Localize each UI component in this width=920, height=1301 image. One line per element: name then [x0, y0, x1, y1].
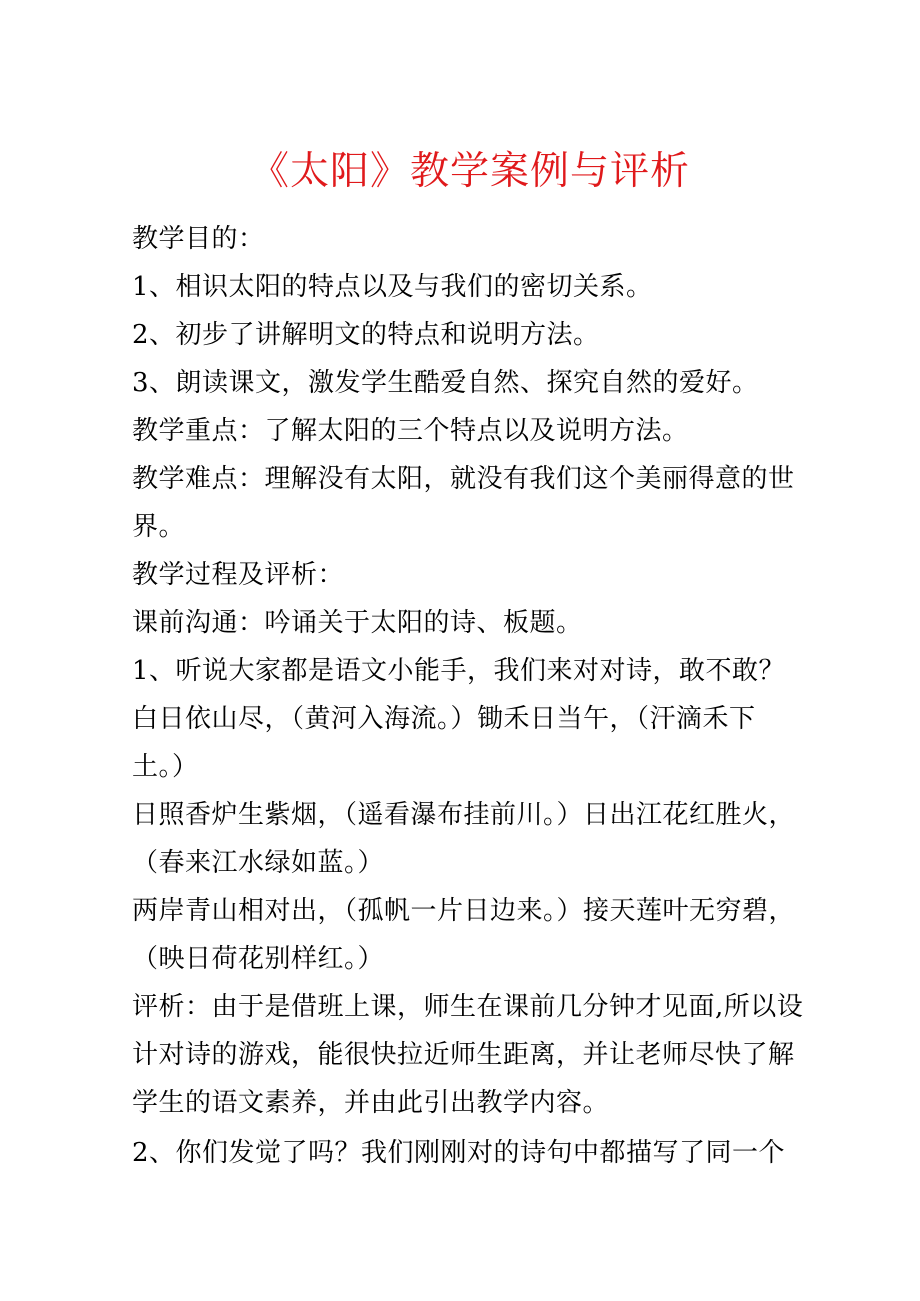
paragraph-line: 学生的语文素养，并由此引出教学内容。	[132, 1088, 610, 1118]
document-body	[132, 215, 812, 1177]
paragraph-line: 界。	[132, 512, 186, 542]
paragraph-line: 土。）	[132, 752, 199, 782]
paragraph-line: 教学过程及评析：	[132, 560, 345, 590]
paragraph-line: （春来江水绿如蓝。）	[132, 848, 385, 878]
paragraph-line: 两岸青山相对出，（孤帆一片日边来。）接天莲叶无穷碧，	[132, 896, 796, 926]
paragraph-line: 日照香炉生紫烟，（遥看瀑布挂前川。）日出江花红胜火，	[132, 800, 796, 830]
paragraph-line: 评析：由于是借班上课，师生在课前几分钟才见面,所以设	[132, 992, 804, 1022]
paragraph-line: 教学重点：了解太阳的三个特点以及说明方法。	[132, 416, 689, 446]
paragraph-line: 计对诗的游戏，能很快拉近师生距离，并让老师尽快了解	[132, 1040, 795, 1070]
paragraph-line: 教学难点：理解没有太阳，就没有我们这个美丽得意的世	[132, 464, 795, 494]
document-title: 《太阳》教学案例与评析	[249, 149, 690, 194]
paragraph-line: 教学目的：	[132, 224, 265, 254]
paragraph-line: 白日依山尽，（黄河入海流。）锄禾日当午，（汗滴禾下	[132, 704, 756, 734]
paragraph-line: 3、朗读课文，激发学生酷爱自然、探究自然的爱好。	[132, 368, 759, 398]
paragraph-line: 2、初步了讲解明文的特点和说明方法。	[132, 320, 600, 350]
paragraph-line: 课前沟通：吟诵关于太阳的诗、板题。	[132, 608, 583, 638]
paragraph-line: 1、听说大家都是语文小能手，我们来对对诗，敢不敢？	[132, 656, 786, 686]
paragraph-line: 2、你们发觉了吗？我们刚刚对的诗句中都描写了同一个	[132, 1138, 786, 1168]
paragraph-line: 1、相识太阳的特点以及与我们的密切关系。	[132, 272, 653, 302]
paragraph-line: （映日荷花别样红。）	[132, 944, 385, 974]
